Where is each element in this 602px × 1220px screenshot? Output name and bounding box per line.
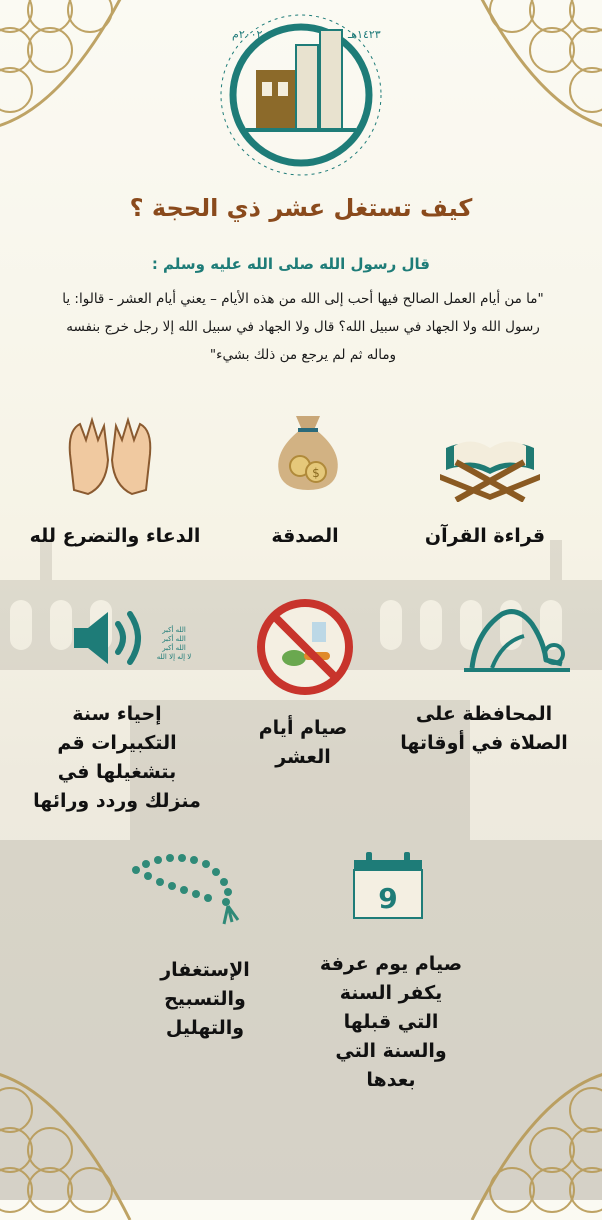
hadith-line: رسول الله ولا الجهاد في سبيل الله؟ قال ولا الجهاد في سبيل الله إلا رجل خرج بنفسه (66, 319, 540, 335)
logo-year-gregorian: ٢٠٠٢م (232, 28, 263, 41)
item-takbeer (22, 700, 212, 816)
item-label-line: المحافظة على (415, 703, 553, 725)
takbeer-line: الله أكبر (162, 626, 186, 634)
speaker-sound-icon (70, 606, 150, 670)
item-label: قراءة القرآن (424, 525, 546, 547)
item-sadaqa (240, 522, 370, 551)
corner-ornament-bottom-right (462, 1060, 602, 1220)
corner-ornament-bottom-left (0, 1060, 140, 1220)
corner-ornament-top-left (0, 0, 140, 140)
prayer-beads-icon (128, 850, 252, 934)
svg-text:$: $ (312, 466, 320, 480)
hadith-line: "ما من أيام العمل الصالح فيها أحب إلى الله من هذه الأيام – يعني أيام العشر - قالوا: يا (62, 291, 544, 307)
item-label-line: بعدها (366, 1069, 416, 1091)
takbeer-line: الله أكبر (162, 635, 186, 643)
item-label-line: منزلك وردد ورائها (33, 790, 201, 812)
money-bag-icon (272, 402, 344, 492)
takbeer-text-snippet (150, 626, 198, 662)
item-label-line: بتشغيلها في (57, 761, 177, 783)
item-label-line: العشر (275, 746, 331, 768)
item-label-line: الصلاة في أوقاتها (400, 732, 568, 754)
item-label: الصدقة (271, 525, 339, 547)
item-label-line: إحياء سنة (72, 703, 162, 725)
calendar-icon (352, 850, 424, 920)
takbeer-line: لا إله إلا الله (156, 653, 192, 661)
hadith-intro: قال رسول الله صلى الله عليه وسلم : (151, 255, 430, 273)
item-label-line: والسنة التي (335, 1040, 447, 1062)
quran-on-stand-icon (436, 418, 544, 502)
prostration-prayer-icon (462, 602, 572, 674)
no-food-fasting-icon (256, 598, 354, 696)
item-label-line: والتهليل (165, 1017, 245, 1039)
item-label-line: صيام يوم عرفة (319, 953, 463, 975)
calendar-day-number: 9 (378, 882, 398, 915)
takbeer-line: الله أكبر (162, 644, 186, 652)
item-label-line: الإستغفار (160, 959, 250, 981)
item-fasting (228, 714, 378, 772)
hadith-line: وماله ثم لم يرجع من ذلك بشيء" (209, 347, 397, 363)
item-label: الدعاء والتضرع لله (29, 525, 201, 547)
corner-ornament-top-right (462, 0, 602, 140)
logo-year-hijri: ١٤٢٣هـ (348, 28, 381, 41)
hadith-text (24, 285, 582, 369)
item-label-line: يكفر السنة (339, 982, 443, 1004)
item-salah (396, 700, 572, 758)
item-istighfar (140, 956, 270, 1043)
item-label-line: صيام أيام (258, 717, 348, 739)
page-title: كيف تستغل عشر ذي الحجة ؟ (129, 194, 473, 222)
praying-hands-icon (64, 410, 156, 498)
item-label-line: التي قبلها (343, 1011, 439, 1033)
item-label-line: التكبيرات قم (57, 732, 177, 754)
item-dua (20, 522, 210, 551)
item-quran (410, 522, 560, 551)
item-label-line: والتسبيح (164, 988, 246, 1010)
item-arafah (306, 950, 476, 1095)
